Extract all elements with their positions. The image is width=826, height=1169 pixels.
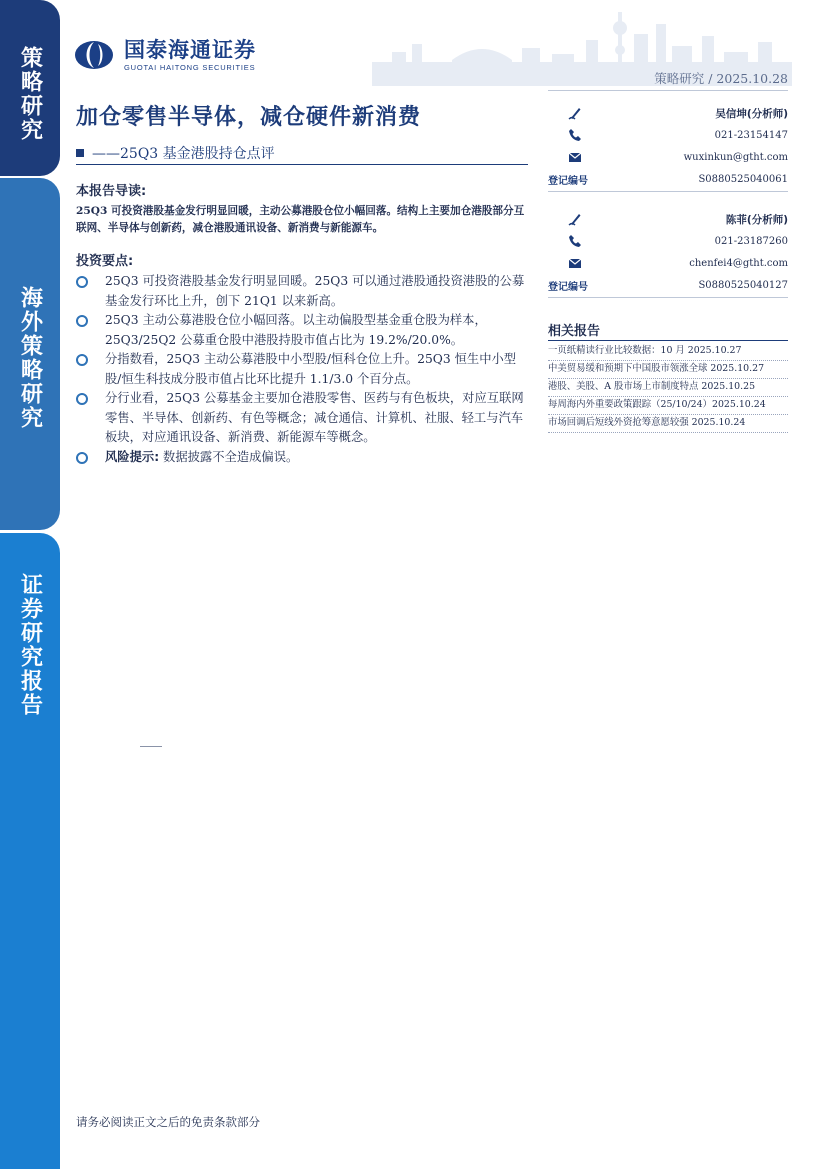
- pen-icon: [568, 212, 582, 226]
- key-point-text: 25Q3 可投资港股基金发行明显回暖。25Q3 可以通过港股通投资港股的公募基金发行环比上升，创下 21Q1 以来新高。: [105, 274, 525, 308]
- analyst-phone[interactable]: 021-23187260: [714, 235, 788, 247]
- related-reports-list: [548, 343, 788, 433]
- company-logo: [74, 38, 256, 72]
- circle-bullet-icon: [76, 315, 88, 327]
- list-item: [76, 311, 531, 350]
- registration-number: S0880525040061: [698, 173, 788, 185]
- mail-icon: [568, 256, 582, 270]
- circle-bullet-icon: [76, 393, 88, 405]
- circle-bullet-icon: [76, 276, 88, 288]
- analyst-email[interactable]: wuxinkun@gtht.com: [683, 151, 788, 163]
- registration-label: 登记编号: [548, 281, 588, 293]
- list-item: [76, 350, 531, 389]
- divider: [548, 340, 788, 341]
- related-report-link[interactable]: 市场回调后短线外资抢筹意愿较强 2025.10.24: [548, 415, 788, 433]
- analyst-phone[interactable]: 021-23154147: [714, 129, 788, 141]
- side-tab-securities-report: [0, 533, 60, 1169]
- report-subtitle: ——25Q3 基金港股持仓点评: [92, 146, 275, 162]
- circle-bullet-icon: [76, 452, 88, 464]
- related-reports-heading: 相关报告: [548, 324, 601, 339]
- square-bullet-icon: [76, 149, 84, 157]
- related-report-link[interactable]: 港股、美股、A 股市场上市制度特点 2025.10.25: [548, 379, 788, 397]
- pen-icon: [568, 106, 582, 120]
- list-item: [76, 272, 531, 311]
- mail-icon: [568, 150, 582, 164]
- guide-text: 25Q3 可投资港股基金发行明显回暖，主动公募港股仓位小幅回落。结构上主要加仓港股部分互联网、半导体与创新药，减仓港股通讯设备、新消费与新能源车。: [76, 205, 525, 234]
- side-tab-overseas-strategy: [0, 178, 60, 530]
- divider: [76, 164, 528, 165]
- guide-heading: 本报告导读:: [76, 184, 147, 199]
- analyst-name: 陈菲(分析师): [725, 213, 788, 226]
- logo-mark-icon: [74, 40, 114, 70]
- registration-number: S0880525040127: [698, 279, 788, 291]
- key-point-text: 分行业看，25Q3 公募基金主要加仓港股零售、医药与有色板块，对应互联网零售、半导体、创新药、有色等概念；减仓通信、计算机、社服、轻工与汽车板块，对应通讯设备、新消费、新能源车等概念。: [105, 391, 524, 444]
- disclaimer-footer: 请务必阅读正文之后的免责条款部分: [76, 1115, 260, 1129]
- phone-icon: [568, 128, 582, 142]
- analyst-name: 吴信坤(分析师): [715, 107, 788, 120]
- related-report-link[interactable]: 每周海内外重要政策跟踪（25/10/24）2025.10.24: [548, 397, 788, 415]
- phone-icon: [568, 234, 582, 248]
- related-report-link[interactable]: 中美贸易缓和预期下中国股市领涨全球 2025.10.27: [548, 361, 788, 379]
- list-item: [76, 389, 531, 448]
- logo-text-cn: 国泰海通证券: [124, 38, 256, 62]
- side-tab-label: 策略研究: [17, 46, 43, 142]
- key-point-text: 25Q3 主动公募港股仓位小幅回落。以主动偏股型基金重仓股为样本，25Q3/25Q2 公募重仓股中港股持股市值占比为 19.2%/20.0%。: [105, 313, 487, 347]
- divider: [548, 90, 788, 91]
- risk-label: 风险提示:: [105, 449, 160, 464]
- report-category-date: 策略研究 / 2025.10.28: [654, 71, 788, 86]
- divider: [548, 297, 788, 298]
- registration-label: 登记编号: [548, 175, 588, 187]
- analyst-email[interactable]: chenfei4@gtht.com: [689, 257, 788, 269]
- analyst-card: [548, 208, 788, 296]
- related-report-link[interactable]: 一页纸精读行业比较数据：10 月 2025.10.27: [548, 343, 788, 361]
- report-subtitle-row: [76, 143, 275, 163]
- side-tab-label: 海外策略研究: [17, 286, 43, 430]
- key-points-heading: 投资要点:: [76, 254, 134, 269]
- divider: [548, 191, 788, 192]
- list-item: [76, 448, 531, 468]
- circle-bullet-icon: [76, 354, 88, 366]
- small-mark: [140, 746, 162, 747]
- key-point-text: 分指数看，25Q3 主动公募港股中小型股/恒科仓位上升。25Q3 恒生中小型股/恒生科技成分股市值占比环比提升 1.1/3.0 个百分点。: [105, 352, 517, 386]
- key-points-list: [76, 272, 531, 467]
- logo-text-en: GUOTAI HAITONG SECURITIES: [124, 63, 256, 72]
- risk-text: 数据披露不全造成偏误。: [163, 449, 299, 464]
- report-title: 加仓零售半导体，减仓硬件新消费: [76, 105, 422, 130]
- side-tab-strategy: [0, 0, 60, 176]
- analyst-card: [548, 102, 788, 190]
- side-tab-label: 证券研究报告: [17, 573, 43, 717]
